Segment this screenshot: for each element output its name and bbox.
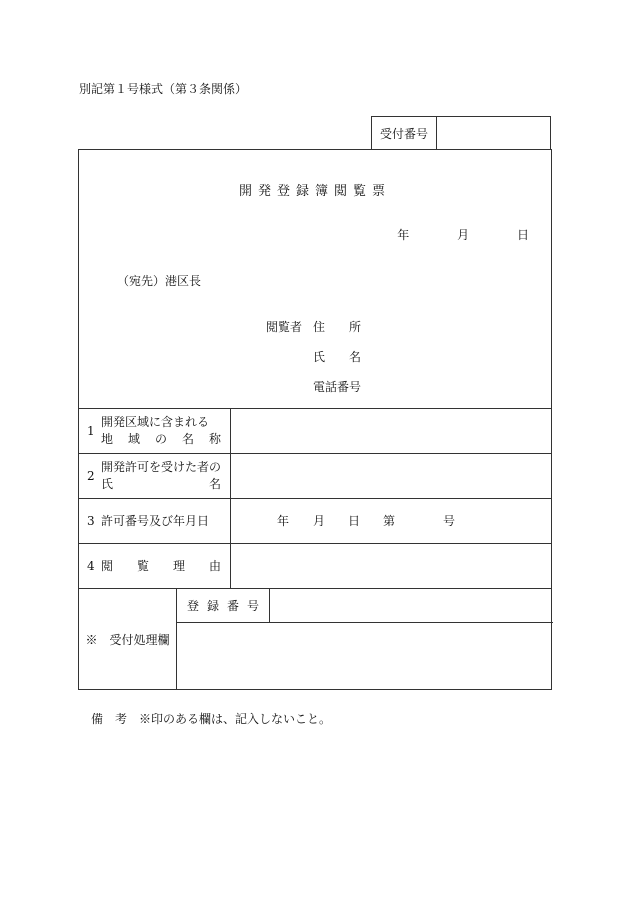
office-use-label: ※ 受付処理欄 (85, 632, 170, 647)
row-permit-holder (79, 453, 229, 498)
row-development-area (79, 408, 229, 453)
receipt-number-box (371, 116, 551, 150)
address-label: 住 所 (313, 320, 362, 334)
office-processing-field[interactable] (177, 623, 552, 689)
row4-label: 閲 覧 理 由 (101, 559, 221, 573)
name-label: 氏 名 (313, 350, 362, 364)
addressee: （宛先）港区長 (117, 274, 202, 288)
receipt-number-field[interactable] (437, 117, 550, 149)
development-area-field[interactable] (231, 409, 552, 453)
row-number: 1 (87, 423, 95, 438)
viewer-label: 閲覧者 (266, 320, 303, 334)
viewing-reason-field[interactable] (231, 544, 552, 588)
date-line (373, 226, 529, 243)
form-number-label: 別記第１号様式（第３条関係） (79, 82, 248, 96)
year-label: 年 (397, 228, 410, 242)
row-number: 2 (87, 468, 95, 483)
remarks-note: 備 考 ※印のある欄は、記入しないこと。 (91, 712, 332, 726)
phone-label: 電話番号 (313, 380, 362, 394)
row3-label: 許可番号及び年月日 (101, 514, 210, 528)
row1-label-line1: 開発区域に含まれる (101, 414, 210, 429)
row-viewing-reason (79, 543, 229, 588)
row-number: 3 (87, 513, 95, 528)
main-form (78, 149, 552, 690)
row2-label-line2: 氏 名 (101, 476, 221, 491)
receipt-number-label: 受付番号 (372, 117, 437, 149)
row-permit-number (79, 498, 229, 543)
registration-number-label: 登 録 番 号 (186, 598, 259, 613)
row2-label-line1: 開発許可を受けた者の (101, 459, 222, 474)
day-label: 日 (516, 228, 529, 242)
permit-number-field[interactable]: 年 月 日 第 号 (277, 514, 456, 528)
month-label: 月 (457, 228, 470, 242)
registration-number-field[interactable] (270, 589, 552, 622)
row1-label-line2: 地 域 の 名 称 (101, 431, 221, 446)
row-number: 4 (87, 558, 95, 573)
permit-holder-field[interactable] (231, 454, 552, 498)
form-title: 開発登録簿閲覧票 (238, 184, 391, 199)
